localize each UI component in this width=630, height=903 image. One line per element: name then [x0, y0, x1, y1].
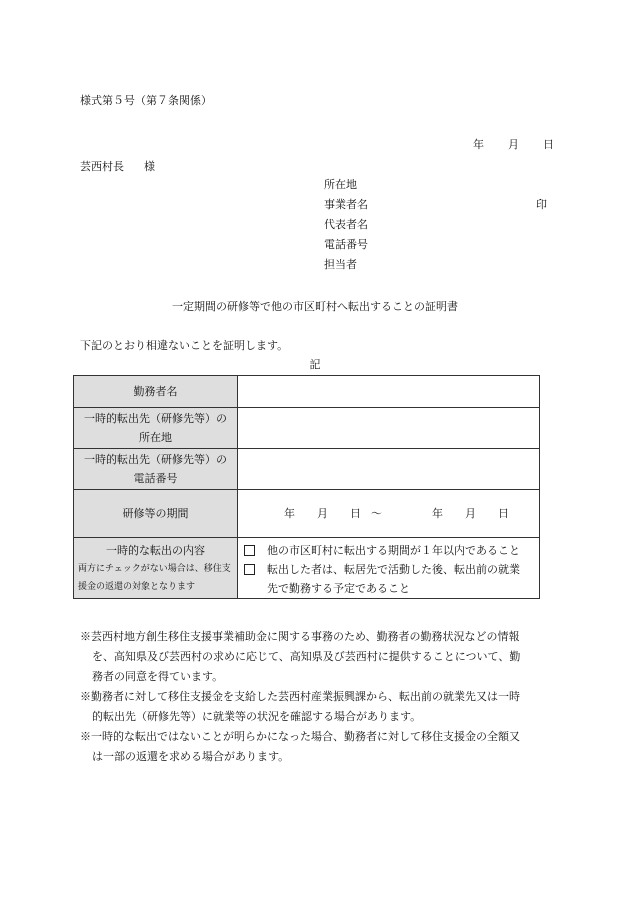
ki-mark: 記 [309, 358, 321, 371]
date-day-label: 日 [543, 138, 554, 151]
temp-address-label: 一時的転出先（研修先等）の 所在地 [74, 408, 238, 449]
period-tilde: ～ [371, 506, 382, 520]
checkbox-return-to-employer[interactable] [244, 564, 255, 575]
period-field[interactable] [238, 490, 540, 538]
representative-label: 代表者名 [324, 218, 368, 231]
check-item-label: 転出した者は、転居先で活動した後、転出前の就業 先で勤務する予定であること [267, 562, 520, 595]
content-label: 一時的な転出の内容 両方にチェックがない場合は、移住支 援金の返還の対象となります [74, 538, 238, 599]
employee-name-field[interactable] [238, 376, 540, 408]
date-line [473, 138, 554, 152]
note-refund: ※一時的な転出ではないことが明らかになった場合、勤務者に対して移住支援金の全額又 は一部の返還を求める場合があります。 [80, 730, 520, 763]
table-row-temp-phone [74, 449, 540, 490]
temp-phone-field[interactable] [238, 449, 540, 490]
period-day-from: 日 [350, 506, 361, 520]
check-item [244, 560, 539, 598]
content-checklist [238, 538, 540, 599]
check-item-label: 他の市区町村に転出する期間が１年以内であること [267, 543, 520, 557]
period-day-to: 日 [498, 506, 509, 520]
addressee-honorific: 様 [144, 160, 155, 173]
lead-text: 下記のとおり相違ないことを証明します。 [80, 339, 289, 352]
table-row-temp-address [74, 408, 540, 449]
employee-name-label: 勤務者名 [74, 376, 238, 408]
table-row-period [74, 490, 540, 538]
business-name-label: 事業者名 [324, 198, 368, 211]
note-confirmation: ※勤務者に対して移住支援金を支給した芸西村産業振興課から、転出前の就業先又は一時 的転出先（研修先等）に就業等の状況を確認する場合があります。 [80, 690, 520, 723]
contact-person-label: 担当者 [324, 258, 357, 271]
addressee-name: 芸西村長 [80, 160, 124, 173]
certification-table [73, 375, 540, 599]
table-row-content [74, 538, 540, 599]
form-number: 様式第５号（第７条関係） [80, 94, 212, 107]
check-item [244, 541, 539, 560]
address-label: 所在地 [324, 178, 357, 191]
date-year-label: 年 [473, 138, 484, 151]
period-year-to: 年 [432, 506, 443, 520]
note-consent: ※芸西村地方創生移住支援事業補助金に関する事務のため、勤務者の勤務状況などの情報 を、高知県及び芸西村の求めに応じて、高知県及び芸西村に提供することについて、勤 務者の同意を得ています。 [80, 630, 521, 683]
period-month-to: 月 [465, 506, 476, 520]
checkbox-within-one-year[interactable] [244, 545, 255, 556]
period-month-from: 月 [317, 506, 328, 520]
period-year-from: 年 [284, 506, 295, 520]
date-month-label: 月 [508, 138, 519, 151]
temp-address-field[interactable] [238, 408, 540, 449]
addressee [80, 160, 155, 174]
temp-phone-label: 一時的転出先（研修先等）の 電話番号 [74, 449, 238, 490]
phone-label: 電話番号 [324, 238, 368, 251]
seal-mark: 印 [536, 198, 547, 211]
document-title: 一定期間の研修等で他の市区町村へ転出することの証明書 [172, 300, 458, 313]
period-label: 研修等の期間 [74, 490, 238, 538]
table-row-employee-name [74, 376, 540, 408]
content-note: 両方にチェックがない場合は、移住支 [78, 563, 231, 574]
